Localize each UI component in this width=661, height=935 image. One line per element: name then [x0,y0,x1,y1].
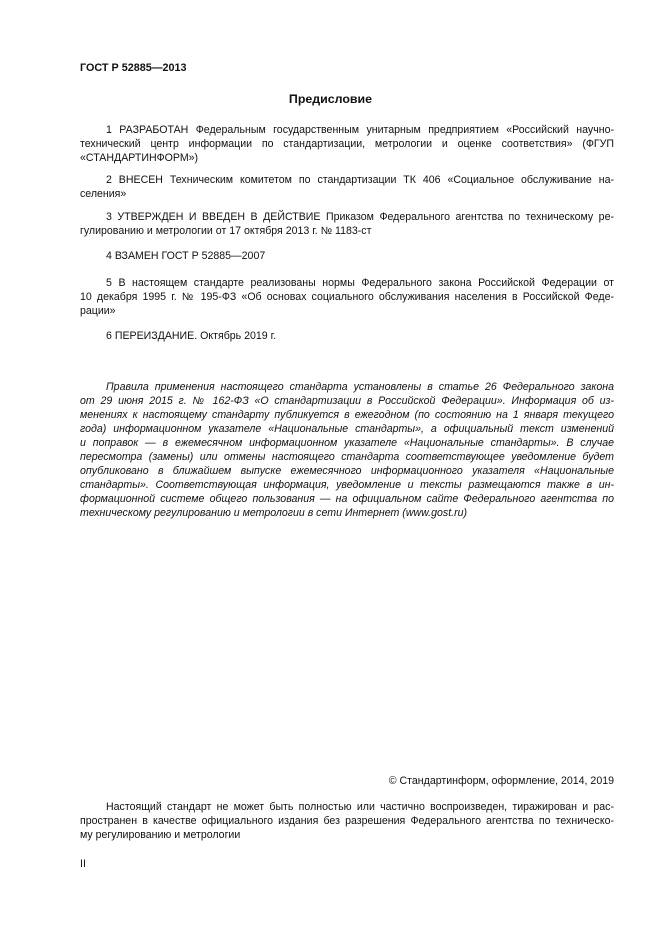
notice-line-8: стандарты». Соответствующая информация, уведомление и тексты размещаются также в ин- [80,479,614,491]
preface-item-1 [80,124,614,166]
notice-line-3: менениях к настоящему стандарту публикуется в ежегодном (по состоянию на 1 января текущего [80,409,614,421]
preface-item-4 [80,250,614,264]
reproduction-line-1: Настоящий стандарт не может быть полностью или частично воспроизведен, тиражирован и рас- [106,801,614,813]
preface-item-3 [80,211,614,239]
page-number: II [80,858,86,870]
notice-line-10: техническому регулированию и метрологии в сети Интернет (www.gost.ru) [80,507,468,519]
notice-line-7: опубликовано в ближайшем выпуске ежемесячного информационного указателя «Национальные [80,465,614,477]
preface-item-3-line-2: гулированию и метрологии от 17 октября 2013 г. № 1183-ст [80,225,372,237]
preface-item-4-line-1: 4 ВЗАМЕН ГОСТ Р 52885—2007 [106,250,266,262]
preface-item-6 [80,330,614,344]
reproduction-line-2: пространен в качестве официального издания без разрешения Федерального агентства по техническо- [80,815,614,827]
notice-line-6: пересмотра (замены) или отмены настоящего стандарта соответствующее уведомление будет [80,451,614,463]
preface-item-2 [80,174,614,202]
notice-line-9: формационной системе общего пользования — на официальном сайте Федерального агентства по [80,493,614,505]
document-code: ГОСТ Р 52885—2013 [80,62,187,74]
preface-item-2-line-2: селения» [80,188,127,200]
preface-item-6-line-1: 6 ПЕРЕИЗДАНИЕ. Октябрь 2019 г. [106,330,277,342]
reproduction-line-3: му регулированию и метрологии [80,829,241,841]
notice-line-4: года) информационном указателе «Национальные стандарты», а официальный текст изменений [80,423,614,435]
notice-line-1: Правила применения настоящего стандарта установлены в статье 26 Федерального закона [106,381,614,393]
preface-title: Предисловие [288,92,373,106]
preface-item-1-line-1: 1 РАЗРАБОТАН Федеральным государственным унитарным предприятием «Российский научно- [106,124,614,136]
notice-line-5: и поправок — в ежемесячном информационном указателе «Национальные стандарты». В случае [80,437,614,449]
preface-item-5 [80,277,614,319]
preface-item-5-line-1: 5 В настоящем стандарте реализованы нормы Федерального закона Российской Федерации от [106,277,614,289]
preface-item-2-line-1: 2 ВНЕСЕН Техническим комитетом по стандартизации ТК 406 «Социальное обслуживание на- [106,174,614,186]
reproduction-notice [80,801,614,843]
preface-item-5-line-2: 10 декабря 1995 г. № 195-ФЗ «Об основах социального обслуживания населения в Российской Феде- [80,291,614,303]
copyright-notice: © Стандартинформ, оформление, 2014, 2019 [388,775,614,787]
standard-application-notice [80,381,614,521]
notice-line-2: от 29 июня 2015 г. № 162-ФЗ «О стандартизации в Российской Федерации». Информация об из- [80,395,614,407]
preface-item-5-line-3: рации» [80,305,116,317]
preface-item-1-line-3: «СТАНДАРТИНФОРМ») [80,152,199,164]
preface-item-1-line-2: технический центр информации по стандартизации, метрологии и оценке соответствия» (ФГУП [80,138,614,150]
preface-item-3-line-1: 3 УТВЕРЖДЕН И ВВЕДЕН В ДЕЙСТВИЕ Приказом Федерального агентства по техническому ре- [106,211,614,223]
